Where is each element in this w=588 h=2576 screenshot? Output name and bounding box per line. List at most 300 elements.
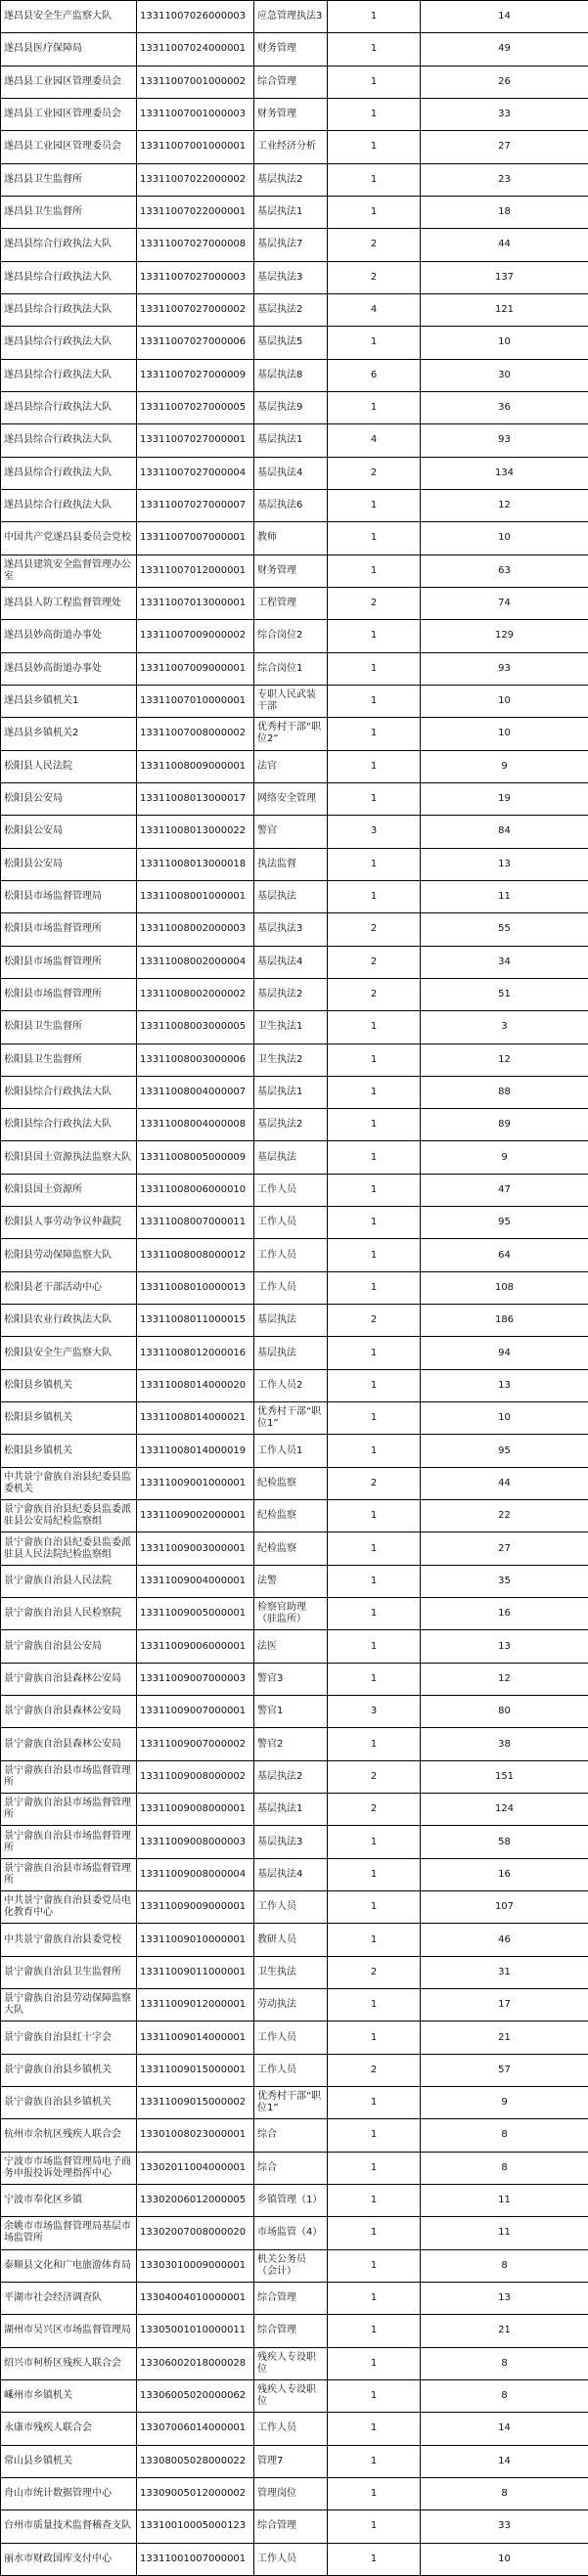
position-name-cell: 工作人员	[254, 2543, 328, 2575]
department-cell: 遂昌县综合行政执法大队	[1, 327, 137, 359]
position-name-cell: 工作人员1	[254, 1435, 328, 1467]
recruit-count-cell: 1	[328, 1271, 421, 1304]
position-code-cell: 13311007007000001	[137, 522, 254, 555]
department-cell: 松阳县国土资源执法监察大队	[1, 1141, 137, 1174]
department-cell: 松阳县公安局	[1, 848, 137, 880]
applicant-count-cell: 14	[421, 1, 588, 33]
position-name-cell: 财务管理	[254, 555, 328, 587]
position-code-cell: 13311007027000007	[137, 489, 254, 521]
applicant-count-cell: 93	[421, 424, 588, 457]
position-name-cell: 劳动执法	[254, 1989, 328, 2021]
recruit-count-cell: 1	[328, 1044, 421, 1076]
applicant-count-cell: 13	[421, 1369, 588, 1401]
applicant-count-cell: 89	[421, 1109, 588, 1141]
table-row	[1, 98, 588, 130]
department-cell: 遂昌县综合行政执法大队	[1, 359, 137, 391]
position-code-cell: 13311007027000009	[137, 359, 254, 391]
department-cell: 松阳县公安局	[1, 782, 137, 815]
position-name-cell: 综合岗位1	[254, 652, 328, 685]
applicant-count-cell: 27	[421, 131, 588, 163]
department-cell: 景宁畲族自治县森林公安局	[1, 1728, 137, 1760]
department-cell: 景宁畲族自治县市场监督管理所	[1, 1826, 137, 1858]
department-cell: 遂昌县卫生监督所	[1, 163, 137, 196]
recruit-count-cell: 1	[328, 1989, 421, 2021]
applicant-count-cell: 19	[421, 782, 588, 815]
department-cell: 遂昌县妙高街道办事处	[1, 652, 137, 685]
table-row	[1, 1207, 588, 1239]
recruit-count-cell: 1	[328, 848, 421, 880]
applicant-count-cell: 44	[421, 1467, 588, 1499]
position-code-cell: 13311009005000001	[137, 1598, 254, 1630]
position-name-cell: 法医	[254, 1630, 328, 1663]
recruit-count-cell: 2	[328, 457, 421, 489]
position-name-cell: 残疾人专设职位	[254, 2347, 328, 2379]
department-cell: 遂昌县人防工程监督管理处	[1, 587, 137, 619]
department-cell: 遂昌县综合行政执法大队	[1, 293, 137, 326]
department-cell: 松阳县乡镇机关	[1, 1435, 137, 1467]
recruit-count-cell: 1	[328, 2087, 421, 2119]
recruit-count-cell: 2	[328, 229, 421, 261]
recruit-count-cell: 1	[328, 2119, 421, 2152]
department-cell: 宁波市市场监督管理局电子商务申报投诉处理指挥中心	[1, 2152, 137, 2184]
table-row	[1, 750, 588, 782]
position-name-cell: 综合岗位2	[254, 620, 328, 652]
position-name-cell: 纪检监察	[254, 1500, 328, 1532]
department-cell: 松阳县综合行政执法大队	[1, 1109, 137, 1141]
position-code-cell: 13311008001000001	[137, 880, 254, 912]
applicant-count-cell: 95	[421, 1435, 588, 1467]
position-code-cell: 13311007027000005	[137, 391, 254, 423]
department-cell: 遂昌县综合行政执法大队	[1, 424, 137, 457]
applicant-count-cell: 49	[421, 33, 588, 66]
recruit-count-cell: 1	[328, 2477, 421, 2509]
applicant-count-cell: 22	[421, 1500, 588, 1532]
department-cell: 松阳县综合行政执法大队	[1, 1076, 137, 1108]
table-row	[1, 2543, 588, 2575]
position-name-cell: 警官1	[254, 1696, 328, 1728]
recruit-count-cell: 1	[328, 1598, 421, 1630]
applicant-count-cell: 121	[421, 293, 588, 326]
applicant-count-cell: 12	[421, 1663, 588, 1695]
position-code-cell: 13311007001000001	[137, 131, 254, 163]
applicant-count-cell: 38	[421, 1728, 588, 1760]
applicant-count-cell: 88	[421, 1076, 588, 1108]
table-row	[1, 1500, 588, 1532]
applicant-count-cell: 13	[421, 848, 588, 880]
table-row	[1, 880, 588, 912]
table-row	[1, 848, 588, 880]
recruit-count-cell: 3	[328, 816, 421, 848]
department-cell: 景宁畲族自治县乡镇机关	[1, 2087, 137, 2119]
position-name-cell: 工作人员	[254, 2021, 328, 2054]
table-row	[1, 2282, 588, 2314]
recruit-count-cell: 1	[328, 163, 421, 196]
table-row	[1, 1598, 588, 1630]
position-name-cell: 市场监管（4）	[254, 2217, 328, 2249]
table-row	[1, 1109, 588, 1141]
position-name-cell: 基层执法1	[254, 196, 328, 228]
table-row	[1, 2087, 588, 2119]
applicant-count-cell: 57	[421, 2054, 588, 2086]
table-row	[1, 1174, 588, 1206]
recruit-count-cell: 1	[328, 1, 421, 33]
recruit-count-cell: 2	[328, 1794, 421, 1826]
applicant-count-cell: 74	[421, 587, 588, 619]
position-name-cell: 卫生执法	[254, 1956, 328, 1988]
recruit-count-cell: 6	[328, 359, 421, 391]
department-cell: 景宁畲族自治县人民法院	[1, 1565, 137, 1597]
department-cell: 遂昌县综合行政执法大队	[1, 261, 137, 293]
table-row	[1, 163, 588, 196]
position-code-cell: 13311008013000018	[137, 848, 254, 880]
applicant-count-cell: 44	[421, 229, 588, 261]
applicant-count-cell: 10	[421, 522, 588, 555]
applicant-count-cell: 108	[421, 1271, 588, 1304]
position-name-cell: 专职人民武装干部	[254, 685, 328, 717]
position-code-cell: 13311007001000002	[137, 66, 254, 98]
position-name-cell: 工作人员	[254, 1891, 328, 1924]
recruit-count-cell: 2	[328, 587, 421, 619]
position-name-cell: 基层执法	[254, 880, 328, 912]
position-name-cell: 基层执法1	[254, 424, 328, 457]
table-row	[1, 489, 588, 521]
recruit-count-cell: 1	[328, 2217, 421, 2249]
applicant-count-cell: 80	[421, 1696, 588, 1728]
position-code-cell: 13311009007000001	[137, 1696, 254, 1728]
applicant-count-cell: 12	[421, 1044, 588, 1076]
recruit-count-cell: 1	[328, 522, 421, 555]
position-name-cell: 优秀村干部“职位1”	[254, 2087, 328, 2119]
recruit-count-cell: 1	[328, 2282, 421, 2314]
table-row	[1, 1924, 588, 1956]
position-code-cell: 13311008010000013	[137, 1271, 254, 1304]
position-code-cell: 13311008002000002	[137, 978, 254, 1010]
recruit-count-cell: 1	[328, 1663, 421, 1695]
position-code-cell: 13302007008000020	[137, 2217, 254, 2249]
position-name-cell: 卫生执法2	[254, 1044, 328, 1076]
recruit-count-cell: 1	[328, 1858, 421, 1890]
position-code-cell: 13311009006000001	[137, 1630, 254, 1663]
position-code-cell: 13311008009000001	[137, 750, 254, 782]
applicant-count-cell: 95	[421, 1207, 588, 1239]
applicant-count-cell: 33	[421, 98, 588, 130]
position-code-cell: 13311007026000003	[137, 1, 254, 33]
applicant-count-cell: 34	[421, 946, 588, 978]
position-name-cell: 财务管理	[254, 98, 328, 130]
applicant-count-cell: 47	[421, 1174, 588, 1206]
table-row	[1, 2445, 588, 2477]
recruit-count-cell: 4	[328, 293, 421, 326]
table-row	[1, 1728, 588, 1760]
applicant-count-cell: 10	[421, 685, 588, 717]
applicant-count-cell: 23	[421, 163, 588, 196]
table-row	[1, 457, 588, 489]
position-name-cell: 基层执法1	[254, 1076, 328, 1108]
position-code-cell: 13311008013000017	[137, 782, 254, 815]
table-row	[1, 1402, 588, 1435]
applicant-count-cell: 51	[421, 978, 588, 1010]
department-cell: 遂昌县工业园区管理委员会	[1, 66, 137, 98]
position-name-cell: 基层执法2	[254, 978, 328, 1010]
position-name-cell: 教研人员	[254, 1924, 328, 1956]
position-name-cell: 基层执法3	[254, 1826, 328, 1858]
recruit-count-cell: 1	[328, 1174, 421, 1206]
table-row	[1, 1, 588, 33]
table-row	[1, 1337, 588, 1369]
position-name-cell: 管理岗位	[254, 2477, 328, 2509]
table-row	[1, 1467, 588, 1499]
applicant-count-cell: 8	[421, 2379, 588, 2412]
position-code-cell: 13306002018000028	[137, 2347, 254, 2379]
department-cell: 台州市质量技术监督稽查支队	[1, 2510, 137, 2543]
department-cell: 景宁畲族自治县公安局	[1, 1630, 137, 1663]
recruit-count-cell: 2	[328, 261, 421, 293]
recruit-count-cell: 1	[328, 98, 421, 130]
position-name-cell: 法官	[254, 750, 328, 782]
position-code-cell: 13306005020000062	[137, 2379, 254, 2412]
department-cell: 松阳县农业行政执法大队	[1, 1305, 137, 1337]
applicant-count-cell: 3	[421, 1011, 588, 1044]
recruit-count-cell: 1	[328, 489, 421, 521]
position-code-cell: 13301008023000001	[137, 2119, 254, 2152]
department-cell: 嵊州市乡镇机关	[1, 2379, 137, 2412]
position-name-cell: 纪检监察	[254, 1467, 328, 1499]
position-name-cell: 管理7	[254, 2445, 328, 2477]
position-code-cell: 13311008006000010	[137, 1174, 254, 1206]
table-row	[1, 2249, 588, 2282]
applicant-count-cell: 13	[421, 2282, 588, 2314]
position-code-cell: 13308005028000022	[137, 2445, 254, 2477]
department-cell: 遂昌县乡镇机关1	[1, 685, 137, 717]
department-cell: 遂昌县综合行政执法大队	[1, 489, 137, 521]
table-row	[1, 816, 588, 848]
position-name-cell: 应急管理执法3	[254, 1, 328, 33]
recruit-count-cell: 1	[328, 1239, 421, 1271]
applicant-count-cell: 33	[421, 2510, 588, 2543]
department-cell: 舟山市统计数据管理中心	[1, 2477, 137, 2509]
applicant-count-cell: 137	[421, 261, 588, 293]
recruit-count-cell: 1	[328, 2315, 421, 2347]
applicant-count-cell: 30	[421, 359, 588, 391]
recruit-count-cell: 2	[328, 1956, 421, 1988]
position-code-cell: 13311007012000001	[137, 555, 254, 587]
applicant-count-cell: 8	[421, 2249, 588, 2282]
recruit-count-cell: 1	[328, 391, 421, 423]
position-code-cell: 13311007027000006	[137, 327, 254, 359]
applicant-count-cell: 16	[421, 1598, 588, 1630]
table-row	[1, 913, 588, 946]
department-cell: 遂昌县安全生产监察大队	[1, 1, 137, 33]
table-row	[1, 1271, 588, 1304]
recruit-count-cell: 3	[328, 1696, 421, 1728]
department-cell: 余姚市市场监督管理局基层市场监管所	[1, 2217, 137, 2249]
department-cell: 景宁畲族自治县市场监督管理所	[1, 1760, 137, 1793]
table-row	[1, 1826, 588, 1858]
table-row	[1, 2119, 588, 2152]
recruit-count-cell: 1	[328, 33, 421, 66]
recruit-count-cell: 1	[328, 1402, 421, 1435]
position-code-cell: 13311009015000001	[137, 2054, 254, 2086]
table-row	[1, 391, 588, 423]
table-row	[1, 1565, 588, 1597]
position-code-cell: 13311008013000022	[137, 816, 254, 848]
position-name-cell: 工作人员	[254, 2054, 328, 2086]
position-name-cell: 优秀村干部“职位2”	[254, 718, 328, 750]
position-code-cell: 13311009007000002	[137, 1728, 254, 1760]
table-row	[1, 293, 588, 326]
table-row	[1, 261, 588, 293]
table-row	[1, 1141, 588, 1174]
table-row	[1, 1760, 588, 1793]
recruit-count-cell: 1	[328, 2543, 421, 2575]
table-row	[1, 1532, 588, 1565]
position-code-cell: 13311007027000003	[137, 261, 254, 293]
department-cell: 松阳县老干部活动中心	[1, 1271, 137, 1304]
position-name-cell: 残疾人专设职位	[254, 2379, 328, 2412]
position-name-cell: 工程管理	[254, 587, 328, 619]
department-cell: 遂昌县建筑安全监督管理办公室	[1, 555, 137, 587]
table-row	[1, 1076, 588, 1108]
applicant-count-cell: 107	[421, 1891, 588, 1924]
position-code-cell: 13304004010000001	[137, 2282, 254, 2314]
applicant-count-cell: 18	[421, 196, 588, 228]
position-code-cell: 13311007027000004	[137, 457, 254, 489]
position-code-cell: 13311009001000001	[137, 1467, 254, 1499]
position-name-cell: 基层执法4	[254, 946, 328, 978]
applicant-count-cell: 12	[421, 489, 588, 521]
applicant-count-cell: 11	[421, 2184, 588, 2216]
department-cell: 遂昌县综合行政执法大队	[1, 229, 137, 261]
table-row	[1, 718, 588, 750]
recruit-count-cell: 1	[328, 1076, 421, 1108]
department-cell: 松阳县市场监督管理所	[1, 978, 137, 1010]
recruit-count-cell: 1	[328, 1369, 421, 1401]
department-cell: 松阳县市场监督管理所	[1, 913, 137, 946]
applicant-count-cell: 46	[421, 1924, 588, 1956]
recruit-count-cell: 2	[328, 1305, 421, 1337]
department-cell: 景宁畲族自治县纪委县监委派驻县人民法院纪检监察组	[1, 1532, 137, 1565]
position-code-cell: 13311008003000006	[137, 1044, 254, 1076]
position-code-cell: 13310010005000123	[137, 2510, 254, 2543]
position-code-cell: 13311007009000002	[137, 620, 254, 652]
recruit-count-cell: 1	[328, 1500, 421, 1532]
recruit-count-cell: 1	[328, 66, 421, 98]
table-row	[1, 2347, 588, 2379]
position-code-cell: 13307006014000001	[137, 2413, 254, 2445]
recruit-count-cell: 1	[328, 718, 421, 750]
department-cell: 丽水市财政国库支付中心	[1, 2543, 137, 2575]
table-row	[1, 652, 588, 685]
position-code-cell: 13311007008000002	[137, 718, 254, 750]
position-name-cell: 基层执法8	[254, 359, 328, 391]
applicant-count-cell: 26	[421, 66, 588, 98]
applicant-count-cell: 14	[421, 2413, 588, 2445]
table-row	[1, 229, 588, 261]
applicant-count-cell: 84	[421, 816, 588, 848]
department-cell: 松阳县国土资源所	[1, 1174, 137, 1206]
position-name-cell: 基层执法5	[254, 327, 328, 359]
table-row	[1, 327, 588, 359]
position-code-cell: 13311009010000001	[137, 1924, 254, 1956]
applicant-count-cell: 8	[421, 2152, 588, 2184]
position-code-cell: 13311007010000001	[137, 685, 254, 717]
applicant-count-cell: 129	[421, 620, 588, 652]
table-row	[1, 1044, 588, 1076]
department-cell: 遂昌县乡镇机关2	[1, 718, 137, 750]
applicant-count-cell: 94	[421, 1337, 588, 1369]
department-cell: 松阳县人民法院	[1, 750, 137, 782]
department-cell: 遂昌县卫生监督所	[1, 196, 137, 228]
table-row	[1, 1305, 588, 1337]
position-code-cell: 13311008002000004	[137, 946, 254, 978]
department-cell: 景宁畲族自治县劳动保障监察大队	[1, 1989, 137, 2021]
position-code-cell: 13311008005000009	[137, 1141, 254, 1174]
applicant-count-cell: 36	[421, 391, 588, 423]
position-name-cell: 机关公务员（会计）	[254, 2249, 328, 2282]
position-code-cell: 13311009011000001	[137, 1956, 254, 1988]
position-code-cell: 13311009008000001	[137, 1794, 254, 1826]
position-name-cell: 工作人员	[254, 1271, 328, 1304]
recruit-count-cell: 1	[328, 1435, 421, 1467]
applicant-count-cell: 93	[421, 652, 588, 685]
applicant-count-cell: 10	[421, 2543, 588, 2575]
recruit-count-cell: 1	[328, 555, 421, 587]
recruit-count-cell: 2	[328, 946, 421, 978]
applicant-count-cell: 8	[421, 2347, 588, 2379]
position-code-cell: 13311009003000001	[137, 1532, 254, 1565]
department-cell: 中共景宁畲族自治县委党员电化教育中心	[1, 1891, 137, 1924]
position-code-cell: 13311008012000016	[137, 1337, 254, 1369]
position-code-cell: 13311007001000003	[137, 98, 254, 130]
department-cell: 松阳县乡镇机关	[1, 1369, 137, 1401]
table-row	[1, 359, 588, 391]
position-name-cell: 基层执法2	[254, 293, 328, 326]
recruit-count-cell: 1	[328, 1924, 421, 1956]
recruit-count-cell: 1	[328, 2379, 421, 2412]
position-code-cell: 13311008008000012	[137, 1239, 254, 1271]
department-cell: 景宁畲族自治县市场监督管理所	[1, 1794, 137, 1826]
recruit-count-cell: 1	[328, 1532, 421, 1565]
table-row	[1, 978, 588, 1010]
position-name-cell: 基层执法4	[254, 1858, 328, 1890]
recruit-count-cell: 1	[328, 2510, 421, 2543]
position-code-cell: 13302011004000001	[137, 2152, 254, 2184]
recruit-count-cell: 1	[328, 652, 421, 685]
position-name-cell: 基层执法6	[254, 489, 328, 521]
applicant-count-cell: 35	[421, 1565, 588, 1597]
department-cell: 景宁畲族自治县卫生监督所	[1, 1956, 137, 1988]
applicant-count-cell: 9	[421, 2087, 588, 2119]
table-row	[1, 424, 588, 457]
department-cell: 松阳县卫生监督所	[1, 1044, 137, 1076]
position-name-cell: 综合管理	[254, 2510, 328, 2543]
recruit-count-cell: 1	[328, 2249, 421, 2282]
recruit-count-cell: 1	[328, 2021, 421, 2054]
department-cell: 遂昌县工业园区管理委员会	[1, 131, 137, 163]
table-row	[1, 2315, 588, 2347]
applicant-count-cell: 8	[421, 2119, 588, 2152]
applicant-count-cell: 124	[421, 1794, 588, 1826]
position-code-cell: 13305001010000011	[137, 2315, 254, 2347]
position-code-cell: 13311007027000008	[137, 229, 254, 261]
table-row	[1, 1891, 588, 1924]
department-cell: 景宁畲族自治县森林公安局	[1, 1696, 137, 1728]
recruit-count-cell: 1	[328, 1891, 421, 1924]
position-name-cell: 综合	[254, 2152, 328, 2184]
position-name-cell: 综合管理	[254, 2315, 328, 2347]
applicant-count-cell: 58	[421, 1826, 588, 1858]
department-cell: 景宁畲族自治县纪委县监委派驻县公安局纪检监察组	[1, 1500, 137, 1532]
